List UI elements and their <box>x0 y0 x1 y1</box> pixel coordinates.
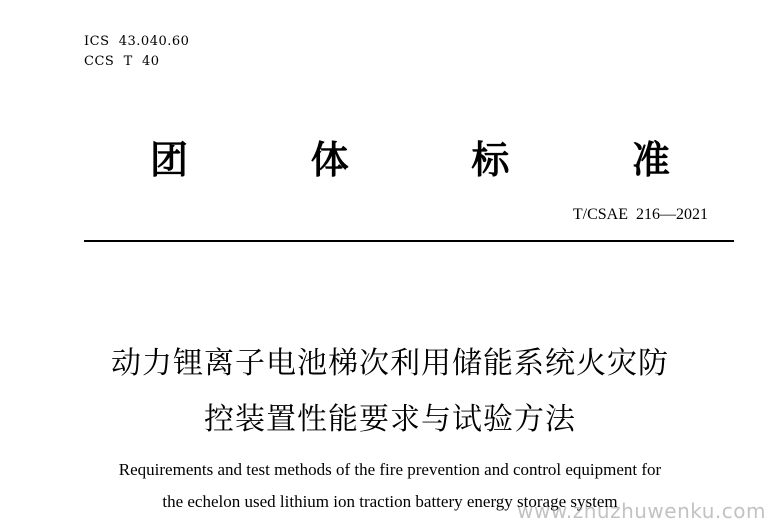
ics-code: ICS 43.040.60 <box>84 34 190 49</box>
chinese-title-line-1: 动力锂离子电池梯次利用储能系统火灾防 <box>111 346 669 381</box>
classification-codes <box>84 32 189 72</box>
doc-type-char-2: 体 <box>310 138 349 182</box>
doc-type-char-4: 准 <box>631 138 670 182</box>
english-title-line-1: Requirements and test methods of the fire prevention and control equipment for <box>118 460 662 479</box>
doc-type-char-3: 标 <box>471 138 510 182</box>
english-title-line-2: the echelon used lithium ion traction battery energy storage system <box>162 492 618 511</box>
chinese-title-line-2: 控装置性能要求与试验方法 <box>204 402 576 437</box>
standard-number: T/CSAE 216—2021 <box>572 206 708 223</box>
watermark-text: www.zhuzhuwenku.com <box>517 499 766 523</box>
doc-type-char-1: 团 <box>150 138 189 182</box>
ccs-code: CCS T 40 <box>84 54 160 69</box>
header-divider <box>84 240 734 242</box>
document-type-heading <box>150 136 670 184</box>
